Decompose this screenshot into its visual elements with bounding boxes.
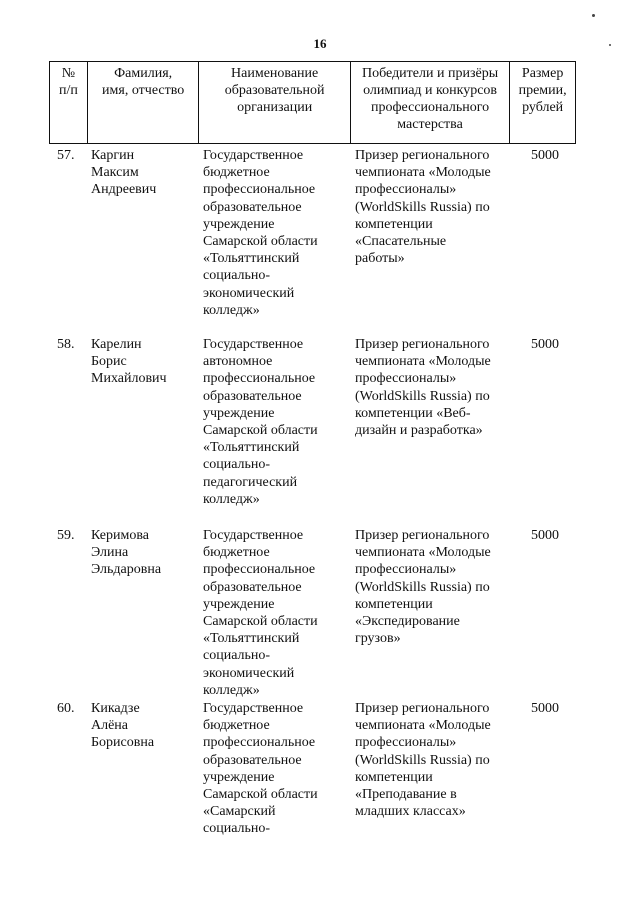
row-name: Карелин Борис Михайлович [91,337,167,387]
header-prize: Размер премии, рублей [518,66,567,115]
header-number: № п/п [50,62,88,143]
row-organization: Государственное бюджетное профессиональное образовательное учреждение Самарской области «Тольяттинский социально- экономический колледж» [203,528,318,698]
scan-mark [609,44,611,46]
row-name: Каргин Максим Андреевич [91,148,157,198]
row-number: 59. [57,528,75,543]
row-number: 58. [57,337,75,352]
row-organization: Государственное бюджетное профессиональное образовательное учреждение Самарской области «Тольяттинский социально- экономический колледж» [203,148,318,318]
row-organization: Государственное автономное профессиональное образовательное учреждение Самарской области «Тольяттинский социально- педагогический колледж» [203,337,318,507]
page-number: 16 [313,36,327,51]
row-achievement: Призер регионального чемпионата «Молодые профессионалы» (WorldSkills Russia) по компетенции «Спасательные работы» [355,148,491,267]
row-prize: 5000 [531,337,559,352]
row-name: Керимова Элина Эльдаровна [91,528,162,578]
row-prize: 5000 [531,701,559,716]
row-prize: 5000 [531,528,559,543]
row-achievement: Призер регионального чемпионата «Молодые профессионалы» (WorldSkills Russia) по компетенции «Экспедирование грузов» [355,528,491,647]
row-number: 60. [57,701,75,716]
row-achievement: Призер регионального чемпионата «Молодые профессионалы» (WorldSkills Russia) по компетенции «Преподавание в младших классах» [355,701,491,820]
header-name: Фамилия, имя, отчество [88,62,200,143]
header-organization: Наименование образовательной организации [199,62,350,143]
row-number: 57. [57,148,75,163]
scan-mark [592,14,595,17]
row-prize: 5000 [531,148,559,163]
row-organization: Государственное бюджетное профессиональное образовательное учреждение Самарской области «Самарский социально- [203,701,318,837]
row-name: Кикадзе Алёна Борисовна [91,701,155,751]
header-achievement: Победители и призёры олимпиад и конкурсов профессионального мастерства [351,62,510,143]
table-header [49,61,576,144]
row-achievement: Призер регионального чемпионата «Молодые профессионалы» (WorldSkills Russia) по компетенции «Веб- дизайн и разработка» [355,337,491,439]
